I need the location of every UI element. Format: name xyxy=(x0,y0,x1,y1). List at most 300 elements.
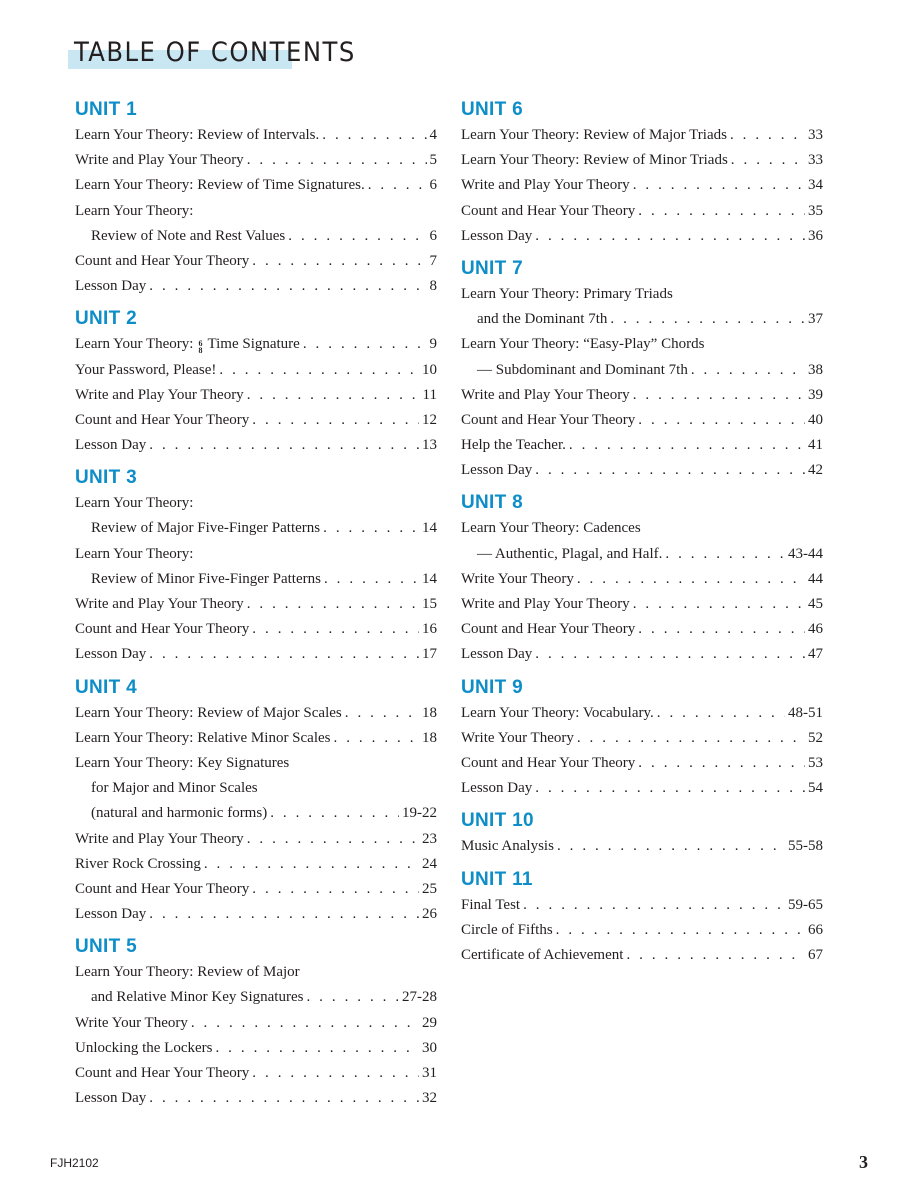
toc-page-number: 54 xyxy=(808,780,823,797)
toc-page-number: 31 xyxy=(422,1065,437,1081)
toc-entry-line xyxy=(461,307,823,332)
toc-entry[interactable] xyxy=(75,701,437,726)
toc-entry[interactable] xyxy=(75,592,437,617)
toc-entry-line xyxy=(75,592,437,617)
toc-entry-line xyxy=(75,516,437,541)
toc-page-number: 48-51 xyxy=(788,704,823,721)
toc-page-number: 14 xyxy=(422,520,437,537)
toc-entry[interactable] xyxy=(75,274,437,299)
toc-entry-text: — Authentic, Plagal, and Half. xyxy=(477,545,663,562)
toc-entry-line xyxy=(461,701,823,726)
toc-entry-line xyxy=(461,282,823,307)
toc-page-number: 15 xyxy=(422,596,437,612)
toc-unit xyxy=(75,934,437,1111)
toc-entry-text: Lesson Day xyxy=(461,780,533,797)
toc-entry-text: Learn Your Theory: Review of Major xyxy=(75,964,300,981)
toc-page-number: 42 xyxy=(808,462,823,479)
dot-leader xyxy=(270,801,399,826)
time-signature-bottom: 8 xyxy=(198,346,203,356)
toc-page-number: 4 xyxy=(429,127,437,143)
dot-leader xyxy=(535,642,805,667)
toc-page-number: 39 xyxy=(808,386,823,403)
toc-page-number: 36 xyxy=(808,227,823,244)
toc-entry-line xyxy=(461,433,823,458)
toc-unit xyxy=(75,465,437,667)
toc-entry-line xyxy=(75,726,437,751)
toc-entry-text: Learn Your Theory: Cadences xyxy=(461,520,641,537)
dot-leader xyxy=(149,902,419,927)
dot-leader xyxy=(247,148,427,173)
toc-page-number: 10 xyxy=(422,361,437,378)
toc-page-number: 40 xyxy=(808,411,823,428)
toc-entry[interactable] xyxy=(461,642,823,667)
toc-entry[interactable] xyxy=(75,827,437,852)
toc-entry-text: Learn Your Theory: Review of Minor Triads xyxy=(461,152,728,169)
dot-leader xyxy=(303,332,427,357)
toc-entry[interactable] xyxy=(461,918,823,943)
toc-unit xyxy=(461,675,823,802)
toc-entry[interactable] xyxy=(75,877,437,902)
toc-unit xyxy=(461,808,823,859)
toc-entry-text: Write and Play Your Theory xyxy=(461,177,630,194)
toc-entry-line xyxy=(461,751,823,776)
dot-leader xyxy=(523,893,785,918)
toc-entry-text: Review of Note and Rest Values xyxy=(91,227,286,244)
toc-unit xyxy=(461,97,823,249)
toc-entry[interactable] xyxy=(461,776,823,801)
toc-entry[interactable] xyxy=(461,199,823,224)
toc-entry-line xyxy=(75,985,437,1010)
toc-entry-text: Learn Your Theory: Review of Time Signatures. xyxy=(75,177,365,194)
toc-entry-text: Music Analysis xyxy=(461,838,554,855)
toc-entry-text: Count and Hear Your Theory xyxy=(75,252,250,269)
toc-entry-line xyxy=(75,1061,437,1086)
toc-page-number: 8 xyxy=(429,278,437,295)
toc-entry-line xyxy=(75,827,437,852)
toc-entry[interactable] xyxy=(461,408,823,433)
toc-unit xyxy=(75,675,437,928)
toc-entry-text: Unlocking the Lockers xyxy=(75,1039,213,1056)
dot-leader xyxy=(626,943,805,968)
dot-leader xyxy=(691,358,805,383)
toc-entry[interactable] xyxy=(75,433,437,458)
toc-entry-line xyxy=(75,617,437,642)
toc-entry-line xyxy=(75,491,437,516)
toc-entry[interactable] xyxy=(75,960,437,1010)
toc-entry-line xyxy=(461,592,823,617)
toc-entry-text: Lesson Day xyxy=(75,1090,147,1107)
unit-heading: UNIT 7 xyxy=(461,257,523,279)
toc-page-number: 18 xyxy=(422,704,437,721)
footer-code: FJH2102 xyxy=(50,1156,99,1170)
toc-entry-line xyxy=(461,567,823,592)
unit-heading: UNIT 2 xyxy=(75,308,137,330)
toc-entry-text: Lesson Day xyxy=(75,906,147,923)
toc-entry[interactable] xyxy=(461,943,823,968)
toc-entry[interactable] xyxy=(461,148,823,173)
dot-leader xyxy=(577,567,805,592)
toc-entry[interactable] xyxy=(461,224,823,249)
toc-page-number: 55-58 xyxy=(788,838,823,855)
toc-entry[interactable] xyxy=(75,852,437,877)
toc-entry-line xyxy=(461,148,823,173)
toc-entry-line xyxy=(75,123,437,148)
time-signature-glyph xyxy=(198,340,202,354)
dot-leader xyxy=(149,1086,419,1111)
dot-leader xyxy=(306,985,399,1010)
toc-entry-text: Learn Your Theory: xyxy=(75,336,194,353)
dot-leader xyxy=(633,173,805,198)
toc-entry[interactable] xyxy=(461,332,823,382)
toc-entry[interactable] xyxy=(75,751,437,827)
toc-entry-text: Learn Your Theory: Review of Major Triads xyxy=(461,127,727,143)
toc-entry-text: Help the Teacher. xyxy=(461,437,566,454)
toc-entry[interactable] xyxy=(75,123,437,148)
unit-heading: UNIT 3 xyxy=(75,467,137,489)
toc-entry-line xyxy=(75,751,437,776)
toc-column-left xyxy=(75,97,437,1118)
toc-entry-text: Learn Your Theory: xyxy=(75,545,194,562)
dot-leader xyxy=(633,592,805,617)
toc-entry-text: Count and Hear Your Theory xyxy=(461,621,636,638)
toc-entry-line xyxy=(461,893,823,918)
toc-entry-line xyxy=(461,617,823,642)
toc-page-number: 45 xyxy=(808,596,823,612)
toc-entry-text: Learn Your Theory: Vocabulary. xyxy=(461,704,654,721)
toc-entry[interactable] xyxy=(75,1036,437,1061)
toc-entry[interactable] xyxy=(75,173,437,198)
dot-leader xyxy=(731,148,805,173)
toc-entry-text: Count and Hear Your Theory xyxy=(75,411,250,428)
toc-page-number: 66 xyxy=(808,921,823,938)
toc-entry-line xyxy=(75,224,437,249)
toc-entry[interactable] xyxy=(75,642,437,667)
dot-leader xyxy=(252,877,419,902)
dot-leader xyxy=(252,617,419,642)
toc-entry-line xyxy=(75,642,437,667)
toc-entry[interactable] xyxy=(75,358,437,383)
toc-entry-text: Write Your Theory xyxy=(461,570,574,587)
toc-entry-text: Circle of Fifths xyxy=(461,921,553,938)
toc-entry-text: Count and Hear Your Theory xyxy=(461,202,636,219)
unit-heading: UNIT 4 xyxy=(75,676,137,698)
toc-page-number: 19-22 xyxy=(402,805,437,822)
dot-leader xyxy=(288,224,426,249)
toc-entry-text: Count and Hear Your Theory xyxy=(75,1065,250,1081)
toc-entry[interactable] xyxy=(461,592,823,617)
dot-leader xyxy=(556,918,805,943)
toc-entry-line xyxy=(461,918,823,943)
toc-entry-text: Write and Play Your Theory xyxy=(75,386,244,403)
toc-entry[interactable] xyxy=(461,173,823,198)
dot-leader xyxy=(252,408,419,433)
toc-page-number: 33 xyxy=(808,127,823,143)
toc-entry-text: Lesson Day xyxy=(461,227,533,244)
toc-unit xyxy=(461,867,823,969)
toc-entry-line xyxy=(75,960,437,985)
toc-entry-line xyxy=(461,123,823,148)
toc-entry-line xyxy=(461,516,823,541)
dot-leader xyxy=(638,751,805,776)
toc-entry[interactable] xyxy=(75,617,437,642)
toc-entry-text: River Rock Crossing xyxy=(75,855,201,872)
toc-page-number: 47 xyxy=(808,646,823,663)
toc-entry-text: Lesson Day xyxy=(75,646,147,663)
toc-unit xyxy=(75,306,437,458)
unit-heading: UNIT 10 xyxy=(461,810,534,832)
toc-page-number: 23 xyxy=(422,830,437,847)
toc-entry-text: and the Dominant 7th xyxy=(477,311,608,328)
toc-page-number: 32 xyxy=(422,1090,437,1107)
toc-page-number: 44 xyxy=(808,570,823,587)
toc-page-number: 53 xyxy=(808,754,823,771)
toc-entry-line xyxy=(461,173,823,198)
toc-entry[interactable] xyxy=(75,1086,437,1111)
toc-page-number: 37 xyxy=(808,311,823,328)
dot-leader xyxy=(219,358,419,383)
toc-entry-line xyxy=(461,199,823,224)
toc-entry-text: Lesson Day xyxy=(461,646,533,663)
toc-entry[interactable] xyxy=(75,383,437,408)
toc-entry-text: Learn Your Theory: Key Signatures xyxy=(75,754,290,771)
toc-entry-line xyxy=(461,408,823,433)
dot-leader xyxy=(368,173,427,198)
dot-leader xyxy=(535,776,805,801)
toc-page-number: 43-44 xyxy=(788,545,823,562)
toc-entry-line xyxy=(461,834,823,859)
toc-page-number: 41 xyxy=(808,437,823,454)
toc-entry-line xyxy=(75,567,437,592)
dot-leader xyxy=(730,123,805,148)
toc-entry-line xyxy=(461,383,823,408)
toc-entry-line xyxy=(75,148,437,173)
toc-page-number: 11 xyxy=(422,386,437,403)
toc-entry-line xyxy=(75,249,437,274)
toc-entry[interactable] xyxy=(461,383,823,408)
toc-entry-line xyxy=(461,642,823,667)
toc-entry-line xyxy=(75,274,437,299)
toc-entry[interactable] xyxy=(461,516,823,566)
toc-column-right xyxy=(461,97,823,975)
dot-leader xyxy=(665,542,785,567)
toc-entry[interactable] xyxy=(75,542,437,592)
toc-entry-text: Write and Play Your Theory xyxy=(75,152,244,169)
toc-entry-line xyxy=(75,1036,437,1061)
dot-leader xyxy=(191,1011,419,1036)
toc-entry[interactable] xyxy=(75,1011,437,1036)
dot-leader xyxy=(638,617,805,642)
toc-page-number: 59-65 xyxy=(788,896,823,913)
dot-leader xyxy=(322,123,426,148)
toc-entry[interactable] xyxy=(75,148,437,173)
toc-page-number: 29 xyxy=(422,1014,437,1031)
toc-page-number: 26 xyxy=(422,906,437,923)
toc-page-number: 5 xyxy=(429,152,437,169)
dot-leader xyxy=(149,274,426,299)
toc-entry-text: Learn Your Theory: Review of Intervals. xyxy=(75,127,320,143)
toc-entry-text: Write Your Theory xyxy=(75,1014,188,1031)
dot-leader xyxy=(149,433,419,458)
toc-entry[interactable] xyxy=(75,902,437,927)
unit-heading: UNIT 9 xyxy=(461,676,523,698)
toc-entry-line xyxy=(75,433,437,458)
toc-entry-line xyxy=(461,943,823,968)
toc-unit xyxy=(75,97,437,299)
toc-unit xyxy=(461,490,823,667)
dot-leader xyxy=(149,642,419,667)
dot-leader xyxy=(252,249,426,274)
toc-entry-text: Lesson Day xyxy=(75,437,147,454)
toc-entry[interactable] xyxy=(461,751,823,776)
toc-entry-line xyxy=(75,701,437,726)
toc-entry-text: for Major and Minor Scales xyxy=(91,780,258,797)
toc-entry-text: Learn Your Theory: “Easy-Play” Chords xyxy=(461,336,705,353)
toc-entry-text: Learn Your Theory: xyxy=(75,495,194,512)
toc-entry-line xyxy=(75,1011,437,1036)
toc-entry-line xyxy=(461,332,823,357)
toc-entry-line xyxy=(75,776,437,801)
toc-entry-line xyxy=(75,358,437,383)
toc-entry-text: Learn Your Theory: Relative Minor Scales xyxy=(75,729,331,746)
toc-entry-line xyxy=(461,458,823,483)
toc-entry-line xyxy=(75,332,437,357)
toc-entry-line xyxy=(75,801,437,826)
dot-leader xyxy=(215,1036,419,1061)
toc-entry-text: Count and Hear Your Theory xyxy=(75,621,250,638)
toc-unit xyxy=(461,256,823,484)
dot-leader xyxy=(657,701,785,726)
toc-page-number: 46 xyxy=(808,621,823,638)
toc-page-number: 25 xyxy=(422,880,437,897)
toc-entry-text: Write and Play Your Theory xyxy=(75,596,244,612)
dot-leader xyxy=(324,567,419,592)
toc-entry-line xyxy=(75,173,437,198)
toc-entry[interactable] xyxy=(461,617,823,642)
toc-entry-text: Learn Your Theory: Review of Major Scales xyxy=(75,704,342,721)
toc-entry[interactable] xyxy=(461,893,823,918)
toc-page-number: 17 xyxy=(422,646,437,663)
toc-entry-text: Lesson Day xyxy=(75,278,147,295)
dot-leader xyxy=(247,827,419,852)
toc-page-number: 38 xyxy=(808,361,823,378)
toc-page-number: 34 xyxy=(808,177,823,194)
toc-page-number: 6 xyxy=(429,227,437,244)
toc-page-number: 9 xyxy=(429,336,437,353)
time-signature-top: 6 xyxy=(198,339,203,349)
dot-leader xyxy=(334,726,419,751)
unit-heading: UNIT 6 xyxy=(461,99,523,120)
page-number: 3 xyxy=(859,1152,868,1172)
toc-entry[interactable] xyxy=(75,1061,437,1086)
toc-page-number: 27-28 xyxy=(402,989,437,1006)
toc-entry-text: Write and Play Your Theory xyxy=(75,830,244,847)
toc-entry[interactable] xyxy=(75,332,437,357)
toc-entry-line xyxy=(461,726,823,751)
toc-entry-text: and Relative Minor Key Signatures xyxy=(91,989,304,1006)
dot-leader xyxy=(638,199,805,224)
toc-entry-text: Learn Your Theory: xyxy=(75,202,194,219)
toc-entry[interactable] xyxy=(461,701,823,726)
toc-entry[interactable] xyxy=(75,199,437,249)
toc-entry[interactable] xyxy=(75,726,437,751)
toc-entry-line xyxy=(75,408,437,433)
dot-leader xyxy=(247,592,419,617)
dot-leader xyxy=(557,834,785,859)
toc-entry-line xyxy=(75,852,437,877)
dot-leader xyxy=(204,852,419,877)
toc-page-number: 12 xyxy=(422,411,437,428)
toc-page-number: 18 xyxy=(422,729,437,746)
page-title: TABLE OF CONTENTS xyxy=(74,37,356,68)
dot-leader xyxy=(577,726,805,751)
toc-page-number: 24 xyxy=(422,855,437,872)
dot-leader xyxy=(633,383,805,408)
toc-entry-line xyxy=(75,902,437,927)
toc-entry-text: Review of Minor Five-Finger Patterns xyxy=(91,570,321,587)
dot-leader xyxy=(535,224,805,249)
toc-entry-text: — Subdominant and Dominant 7th xyxy=(477,361,688,378)
toc-entry-line xyxy=(75,877,437,902)
toc-entry-text: Count and Hear Your Theory xyxy=(461,754,636,771)
toc-entry-text: Write and Play Your Theory xyxy=(461,596,630,612)
toc-entry-text: Review of Major Five-Finger Patterns xyxy=(91,520,321,537)
toc-entry-line xyxy=(75,383,437,408)
toc-entry-text: (natural and harmonic forms) xyxy=(91,805,268,822)
toc-page-number: 7 xyxy=(429,252,437,269)
dot-leader xyxy=(535,458,805,483)
unit-heading: UNIT 11 xyxy=(461,868,533,890)
toc-entry-text: Count and Hear Your Theory xyxy=(461,411,636,428)
toc-entry-text: Learn Your Theory: Primary Triads xyxy=(461,285,673,302)
dot-leader xyxy=(323,516,419,541)
toc-entry[interactable] xyxy=(75,491,437,541)
dot-leader xyxy=(638,408,805,433)
toc-page-number: 16 xyxy=(422,621,437,638)
toc-entry-text: Count and Hear Your Theory xyxy=(75,880,250,897)
toc-entry[interactable] xyxy=(461,433,823,458)
toc-entry-line xyxy=(75,542,437,567)
toc-entry[interactable] xyxy=(461,834,823,859)
dot-leader xyxy=(569,433,805,458)
unit-heading: UNIT 5 xyxy=(75,936,137,958)
toc-entry[interactable] xyxy=(461,726,823,751)
toc-page-number: 33 xyxy=(808,152,823,169)
toc-entry-text: Final Test xyxy=(461,896,521,913)
toc-entry[interactable] xyxy=(461,282,823,332)
toc-entry-text: Write Your Theory xyxy=(461,729,574,746)
toc-entry-line xyxy=(461,358,823,383)
dot-leader xyxy=(345,701,419,726)
toc-page-number: 14 xyxy=(422,570,437,587)
dot-leader xyxy=(247,383,420,408)
toc-entry[interactable] xyxy=(461,458,823,483)
toc-entry[interactable] xyxy=(75,408,437,433)
unit-heading: UNIT 8 xyxy=(461,492,523,514)
toc-page-number: 6 xyxy=(429,177,437,194)
toc-page-number: 35 xyxy=(808,202,823,219)
toc-entry-line xyxy=(75,1086,437,1111)
toc-entry[interactable] xyxy=(75,249,437,274)
toc-page-number: 52 xyxy=(808,729,823,746)
dot-leader xyxy=(610,307,805,332)
toc-page-number: 67 xyxy=(808,946,823,963)
toc-entry[interactable] xyxy=(461,567,823,592)
toc-entry-line xyxy=(461,776,823,801)
toc-entry-line xyxy=(75,199,437,224)
toc-entry[interactable] xyxy=(461,123,823,148)
toc-page-number: 30 xyxy=(422,1039,437,1056)
toc-entry-text: Lesson Day xyxy=(461,462,533,479)
